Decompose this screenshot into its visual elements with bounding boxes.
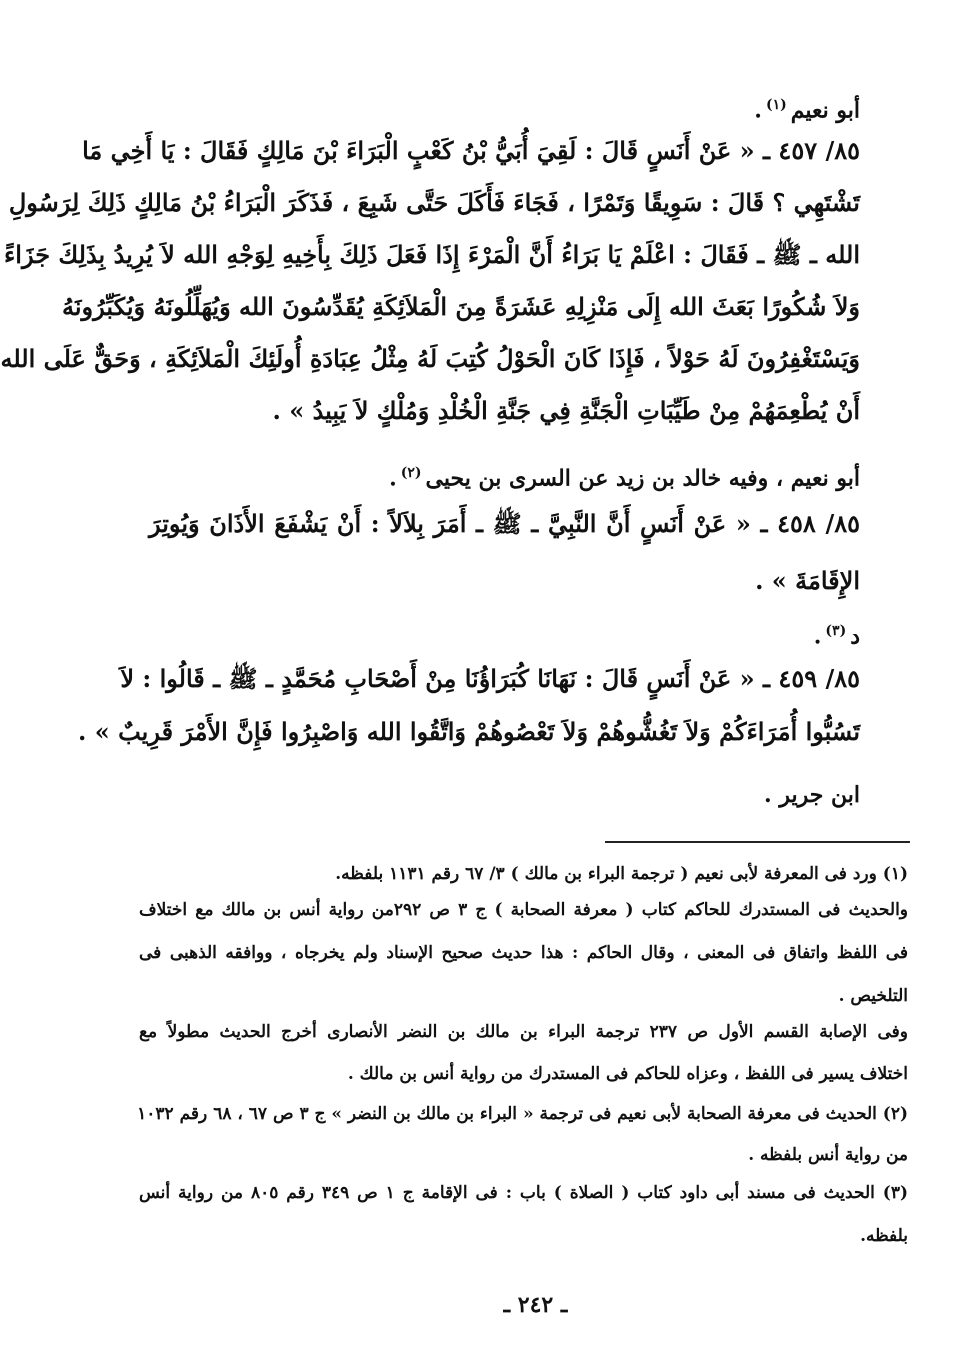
footnote-line: فى اللفظ واتفاق فى المعنى ، وقال الحاكم : هذا حديث صحيح الإسناد ولم يخرجاه ، ووافقه الذهبى فى <box>139 943 908 963</box>
hadith-line: وَيَسْتَغْفِرُونَ لَهُ حَوْلاً ، فَإِذَا كَانَ الْحَوْلُ كُتِبَ لَهُ مِثْلُ عِبَادَةِ أُولَئِكَ الْمَلاَئِكَةِ ، وَحَقٌّ عَلَى الله <box>0 344 860 373</box>
footnote-divider <box>605 841 910 843</box>
footnote-line: وفى الإصابة القسم الأول ص ٢٣٧ ترجمة البراء بن مالك بن النضر الأنصارى أخرج الحديث مطولاً مع <box>139 1022 908 1042</box>
hadith-line: تَشْتَهِي ؟ قَالَ : سَوِيقًا وَتَمْرًا ، فَجَاءَ فَأَكَلَ حَتَّى شَبِعَ ، فَذَكَرَ الْبَرَاءُ بْنُ مَالِكٍ ذَلِكَ لِرَسُولِ <box>8 188 860 217</box>
source-attribution: د$^{(٣)}$. <box>813 623 860 650</box>
footnote-line: بلفظه. <box>860 1226 908 1246</box>
source-attribution: ابن جرير . <box>764 782 860 808</box>
page-number: ـ ٢٤٢ ـ <box>503 1292 568 1318</box>
hadith-line: ٨٥/ ٤٥٧ ـ « عَنْ أَنَسٍ قَالَ : لَقِيَ أُبَيُّ بْنُ كَعْبٍ الْبَرَاءَ بْنَ مَالِكٍ فَقَالَ : يَا أَخِي مَا <box>82 136 860 165</box>
footnote-line: والحديث فى المستدرك للحاكم كتاب ( معرفة الصحابة ) ج ٣ ص ٢٩٢من رواية أنس بن مالك مع اختلاف <box>139 900 909 920</box>
footnote-ref: (٣) <box>825 623 847 639</box>
hadith-line: تَسُبُّوا أُمَرَاءَكُمْ وَلاَ تَغُشُّوهُمْ وَلاَ تَعْصُوهُمْ وَاتَّقُوا الله وَاصْبِرُوا فَإِنَّ الأَمْرَ قَرِيبٌ » . <box>78 717 860 746</box>
hadith-line: وَلاَ شُكُورًا بَعَثَ الله إِلَى مَنْزِلِهِ عَشَرَةً مِنَ الْمَلاَئِكَةِ يُقَدِّسُونَ الله وَيُهَلِّلُونَهُ وَيُكَبِّرُونَهُ <box>62 292 860 321</box>
footnote-ref: (١) <box>765 97 787 113</box>
footnote-line: (٣) الحديث فى مسند أبى داود كتاب ( الصلاة ) باب : فى الإقامة ج ١ ص ٣٤٩ رقم ٨٠٥ من رواية أنس <box>139 1183 908 1203</box>
source-attribution: أبو نعيم ، وفيه خالد بن زيد عن السرى بن يحيى$^{(٢)}$. <box>389 465 860 492</box>
source-attribution: أبو نعيم$^{(١)}$. <box>754 97 860 124</box>
footnote-line: من رواية أنس بلفظه . <box>748 1145 908 1165</box>
footnote-line: (١) ورد فى المعرفة لأبى نعيم ( ترجمة البراء بن مالك ) ٣/ ٦٧ رقم ١١٣١ بلفظه. <box>335 864 908 884</box>
footnote-line: (٢) الحديث فى معرفة الصحابة لأبى نعيم فى ترجمة « البراء بن مالك بن النضر » ج ٣ ص ٦٧ ، ٦٨ رقم ١٠٣٢ <box>137 1104 908 1124</box>
footnote-line: اختلاف يسير فى اللفظ ، وعزاه للحاكم فى المستدرك من رواية أنس بن مالك . <box>347 1064 908 1084</box>
hadith-line: ٨٥/ ٤٥٩ ـ « عَنْ أَنَسٍ قَالَ : نَهَانَا كُبَرَاؤُنَا مِنْ أَصْحَابِ مُحَمَّدٍ ـ ﷺ ـ قَالُوا : لاَ <box>120 664 860 693</box>
hadith-line: الله ـ ﷺ ـ فَقَالَ : اعْلَمْ يَا بَرَاءُ أَنَّ الْمَرْءَ إِذَا فَعَلَ ذَلِكَ بِأَخِيهِ لِوَجْهِ الله لاَ يُرِيدُ بِذَلِكَ جَزَاءً <box>4 240 860 269</box>
hadith-line: ٨٥/ ٤٥٨ ـ « عَنْ أَنَسٍ أَنَّ النَّبِيَّ ـ ﷺ ـ أَمَرَ بِلاَلاً : أَنْ يَشْفَعَ الأَذَانَ وَيُوتِرَ <box>149 509 860 538</box>
footnote-line: التلخيص . <box>838 986 908 1006</box>
hadith-line: أَنْ يُطْعِمَهُمْ مِنْ طَيِّبَاتِ الْجَنَّةِ فِي جَنَّةِ الْخُلْدِ وَمُلْكٍ لاَ يَبِيدُ » . <box>272 396 860 425</box>
footnote-ref: (٢) <box>400 465 422 481</box>
hadith-line: الإِقَامَةَ » . <box>755 566 860 595</box>
